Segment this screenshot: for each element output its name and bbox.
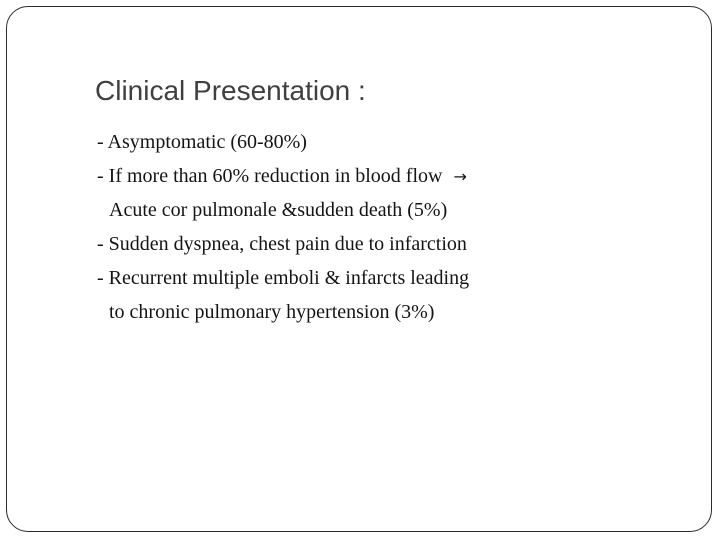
bullet-list [97,125,469,329]
bullet-text: - Recurrent multiple emboli & infarcts leading [97,267,470,289]
bullet-text: - If more than 60% reduction in blood flow [97,165,443,187]
bullet-text: to chronic pulmonary hypertension (3%) [109,301,435,323]
bullet-continuation-acute-cor-pulmonale [97,193,469,227]
bullet-asymptomatic [97,125,469,159]
bullet-recurrent-emboli [97,261,469,295]
right-arrow-icon: → [453,167,467,186]
bullet-text: Acute cor pulmonale &sudden death (5%) [109,199,448,221]
bullet-text: - Asymptomatic (60-80%) [97,131,307,153]
bullet-sudden-dyspnea [97,227,469,261]
bullet-text: - Sudden dyspnea, chest pain due to infarction [97,233,467,255]
bullet-blood-flow-reduction [97,159,469,193]
slide-title: Clinical Presentation : [95,75,366,106]
bullet-continuation-pulmonary-hypertension [97,295,469,329]
slide-frame [6,6,712,532]
